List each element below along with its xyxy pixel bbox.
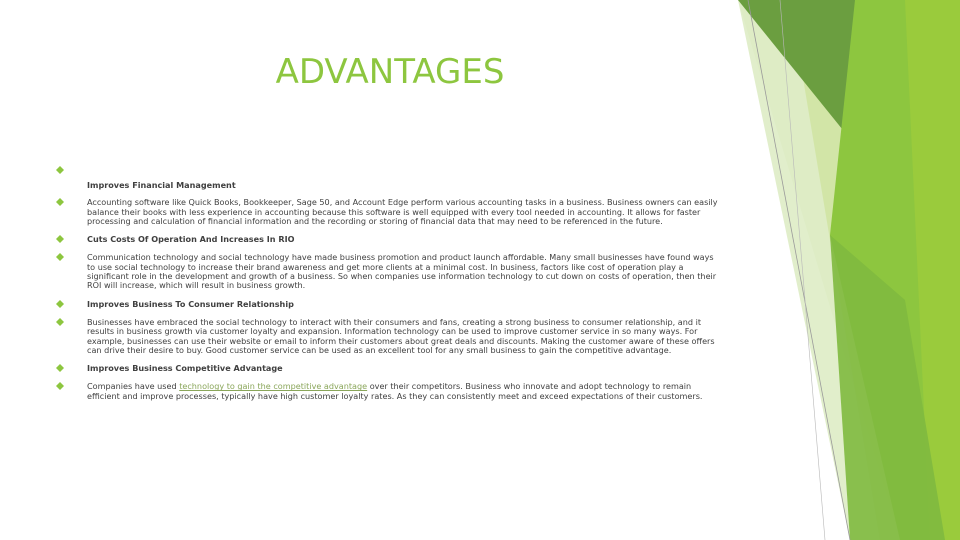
bullet-text-after: over their competitors. Business who innovate and adopt technology to remain efficient and improve processes, typically have high customer loyalty rates. As they can consistently meet and exceed expectations of their customers. [87, 381, 703, 401]
diamond-bullet-icon [56, 198, 65, 208]
diamond-bullet-icon [56, 318, 65, 328]
bullet-heading [56, 300, 722, 309]
bullet-text: Communication technology and social technology have made business promotion and product launch affordable. Many small businesses have found ways to use social technology to increase their brand awareness and get more clients at a minimal cost. In business, factors like cost of operation play a significant role in the development and growth of a business. So when companies use information technology to cut down on costs of operation, then their ROI will increase, which will result in business growth. [87, 252, 717, 291]
bullet-body [56, 253, 722, 290]
bullet-text: Cuts Costs Of Operation And Increases In RIO [87, 234, 295, 245]
bullet-text: Improves Financial Management [87, 180, 236, 190]
bullet-body [56, 198, 722, 226]
bullet-body [56, 318, 722, 355]
bullet-heading [56, 166, 722, 190]
bullet-heading [56, 364, 722, 373]
bullet-text-before: Companies have used [87, 381, 180, 392]
diamond-bullet-icon [56, 253, 65, 263]
diamond-bullet-icon [56, 364, 65, 374]
bullet-text: Improves Business Competitive Advantage [87, 363, 283, 374]
bullet-heading [56, 235, 722, 244]
diamond-bullet-icon [56, 300, 65, 310]
diamond-bullet-icon [56, 235, 65, 245]
bullet-text: Accounting software like Quick Books, Bookkeeper, Sage 50, and Account Edge perform various accounting tasks in a business. Business owners can easily balance their books with less experience in accounting because this software is well equipped with every tool needed in accounting. It allows for faster processing and calculation of financial information and the recording or storing of financial data that may need to be referenced in the future. [87, 197, 718, 226]
bullet-list [56, 166, 722, 410]
competitive-advantage-link[interactable]: technology to gain the competitive advantage [179, 381, 368, 392]
slide-title: ADVANTAGES [275, 52, 505, 92]
bullet-body [56, 382, 722, 401]
bullet-text: Businesses have embraced the social technology to interact with their consumers and fans, creating a strong business to consumer relationship, and it results in business growth via customer loyalty and expansion. Information technology can be used to improve customer service in so many ways. For example, businesses can use their website or email to inform their customers about great deals and discounts. Making the customer aware of these offers can drive their desire to buy. Good customer service can be used as an excellent tool for any small business to gain the competitive advantage. [87, 316, 715, 355]
bullet-text: Improves Business To Consumer Relationship [87, 298, 294, 309]
diamond-bullet-icon [56, 166, 65, 176]
diamond-bullet-icon [56, 382, 65, 392]
